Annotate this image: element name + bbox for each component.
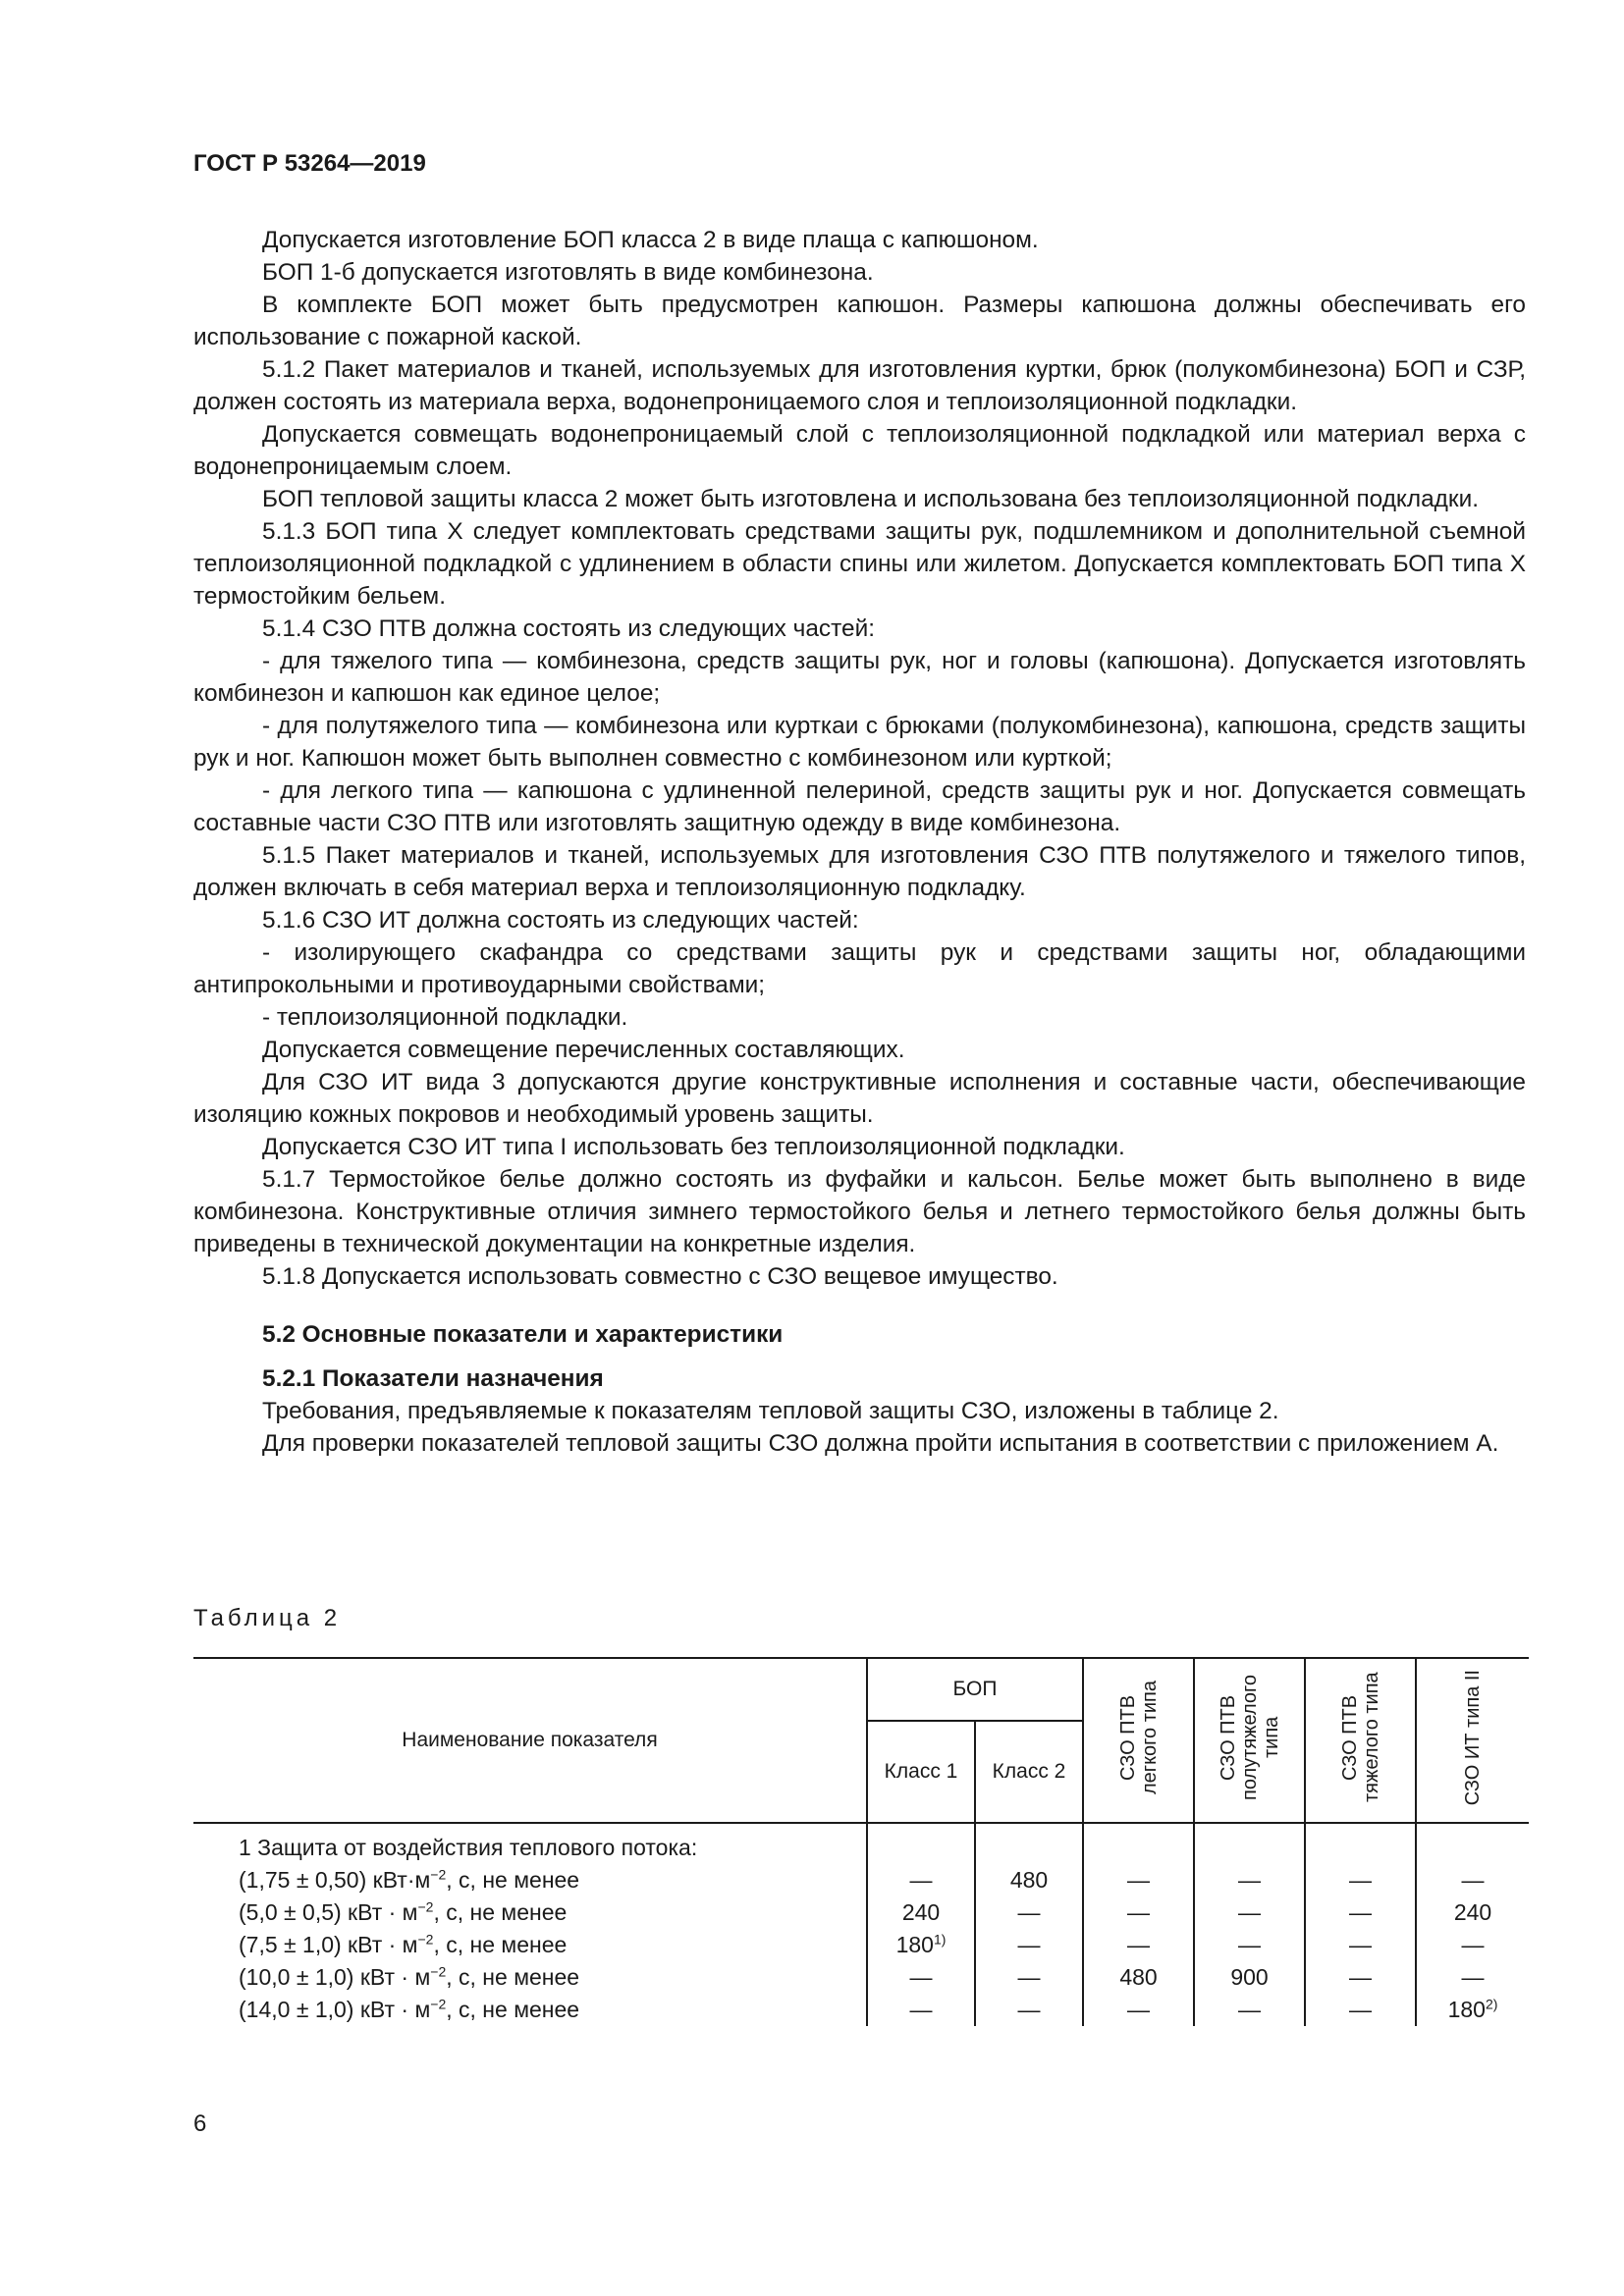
table-caption: Таблица 2 xyxy=(193,1605,342,1631)
paragraph: 5.1.8 Допускается использовать совместно с СЗО вещевое имущество. xyxy=(262,1263,1058,1290)
paragraph: Допускается совмещение перечисленных составляющих. xyxy=(262,1037,905,1063)
value-cell: — xyxy=(1127,1997,1151,2022)
value-cell: — xyxy=(1349,1932,1373,1957)
header-name: Наименование показателя xyxy=(193,1658,867,1823)
paragraph: Допускается изготовление БОП класса 2 в виде плаща с капюшоном. xyxy=(262,227,1039,253)
header-label: СЗО ПТВ легкого типа xyxy=(1116,1681,1161,1795)
row-title: 1 Защита от воздействия теплового потока: xyxy=(239,1835,698,1860)
thermal-protection-table xyxy=(193,1657,1529,2026)
value-cell: — xyxy=(1127,1867,1151,1893)
paragraph: 5.1.7 Термостойкое белье должно состоять из фуфайки и кальсон. Белье может быть выполнено в виде комбинезона. Конструктивные отличия зимнего термостойкого белья и летнего термостойкого белья должны быть приведены в технической документации на конкретные изделия. xyxy=(193,1166,1526,1257)
value-cell: — xyxy=(1017,1997,1041,2022)
paragraph: 5.1.3 БОП типа Х следует комплектовать средствами защиты рук, подшлемником и дополнительной съемной теплоизоляционной подкладкой с удлинением в области спины или жилетом. Допускается комплектовать БОП типа Х термостойким бельем. xyxy=(193,518,1526,610)
paragraph: Допускается СЗО ИТ типа I использовать без теплоизоляционной подкладки. xyxy=(262,1134,1125,1160)
header-szo-ptv-semiheavy xyxy=(1194,1658,1305,1823)
paragraph: Для СЗО ИТ вида 3 допускаются другие конструктивные исполнения и составные части, обеспечивающие изоляцию кожных покровов и необходимый уровень защиты. xyxy=(193,1069,1526,1128)
value-cell: — xyxy=(1349,1867,1373,1893)
paragraph: - для тяжелого типа — комбинезона, средств защиты рук, ног и головы (капюшона). Допускается изготовлять комбинезон и капюшон как единое целое; xyxy=(193,648,1526,707)
value-cell: — xyxy=(1349,1899,1373,1925)
paragraph: - теплоизоляционной подкладки. xyxy=(262,1004,628,1031)
value-cell: — xyxy=(1127,1899,1151,1925)
row-label: (10,0 ± 1,0) кВт · $м^{-2}$, с, не менее xyxy=(239,1963,580,1990)
value-cell: 480 xyxy=(1009,1867,1049,1893)
header-szo-it xyxy=(1416,1658,1529,1823)
value-cell: — xyxy=(1349,1997,1373,2022)
row-label: (14,0 ± 1,0) кВт · $м^{-2}$, с, не менее xyxy=(239,1996,580,2022)
column-ptv-light xyxy=(1083,1823,1194,2026)
document-body xyxy=(193,224,1526,1460)
table-container xyxy=(193,1657,1529,2069)
row-label: (1,75 ± 0,50) $кВт\cdot м^{-2}$, с, не менее xyxy=(239,1866,580,1893)
subsection-heading: 5.2.1 Показатели назначения xyxy=(262,1365,604,1392)
value-cell: — xyxy=(909,1997,933,2022)
header-class1: Класс 1 xyxy=(867,1721,975,1824)
value-cell: 240 xyxy=(901,1899,941,1925)
paragraph: 5.1.5 Пакет материалов и тканей, используемых для изготовления СЗО ПТВ полутяжелого и тяжелого типов, должен включать в себя материал верха и теплоизоляционную подкладку. xyxy=(193,842,1526,901)
section-heading: 5.2 Основные показатели и характеристики xyxy=(262,1321,784,1348)
paragraph: В комплекте БОП может быть предусмотрен капюшон. Размеры капюшона должны обеспечивать его использование с пожарной каской. xyxy=(193,292,1526,350)
value-cell: 240 xyxy=(1453,1899,1492,1925)
paragraph: Допускается совмещать водонепроницаемый слой с теплоизоляционной подкладкой или материал верха с водонепроницаемым слоем. xyxy=(193,421,1526,480)
value-cell: 180$^{1)}$ xyxy=(895,1931,947,1957)
value-cell: 480 xyxy=(1119,1964,1158,1990)
column-ptv-semiheavy xyxy=(1194,1823,1305,2026)
value-cell: — xyxy=(1127,1932,1151,1957)
document-code: ГОСТ Р 53264—2019 xyxy=(193,150,426,177)
header-label: СЗО ПТВ тяжелого типа xyxy=(1338,1672,1382,1803)
value-cell: — xyxy=(1238,1867,1262,1893)
value-cell: — xyxy=(1461,1932,1485,1957)
paragraph: - для полутяжелого типа — комбинезона или курткаи с брюками (полукомбинезона), капюшона, средств защиты рук и ног. Капюшон может быть выполнен совместно с комбинезоном или курткой; xyxy=(193,713,1526,772)
paragraph: Для проверки показателей тепловой защиты СЗО должна пройти испытания в соответствии с приложением А. xyxy=(262,1430,1499,1457)
value-cell: — xyxy=(1238,1899,1262,1925)
paragraph: 5.1.4 СЗО ПТВ должна состоять из следующих частей: xyxy=(262,615,875,642)
paragraph: 5.1.2 Пакет материалов и тканей, используемых для изготовления куртки, брюк (полукомбинезона) БОП и СЗР, должен состоять из материала верха, водонепроницаемого слоя и теплоизоляционной подкладки. xyxy=(193,356,1526,415)
value-cell: 180$^{2)}$ xyxy=(1447,1996,1498,2022)
header-szo-ptv-light xyxy=(1083,1658,1194,1823)
page-number: 6 xyxy=(193,2110,207,2137)
header-szo-ptv-heavy xyxy=(1305,1658,1416,1823)
paragraph: - для легкого типа — капюшона с удлиненной пелериной, средств защиты рук и ног. Допускается совмещать составные части СЗО ПТВ или изготовлять защитную одежду в виде комбинезона. xyxy=(193,777,1526,836)
header-label: СЗО ИТ типа II xyxy=(1462,1669,1485,1806)
column-ptv-heavy xyxy=(1305,1823,1416,2026)
header-label: СЗО ПТВ полутяжелого типа xyxy=(1217,1675,1282,1801)
value-cell: — xyxy=(1238,1932,1262,1957)
header-bop: БОП xyxy=(867,1658,1083,1721)
paragraph: БОП 1-б допускается изготовлять в виде комбинезона. xyxy=(262,259,874,286)
column-it xyxy=(1416,1823,1529,2026)
value-cell: — xyxy=(1017,1932,1041,1957)
column-class1 xyxy=(867,1823,975,2026)
value-cell: — xyxy=(1461,1964,1485,1990)
row-label: (7,5 ± 1,0) кВт · $м^{-2}$, с, не менее xyxy=(239,1931,568,1957)
value-cell: — xyxy=(1017,1964,1041,1990)
table-row xyxy=(193,1823,1529,2026)
value-cell: — xyxy=(909,1964,933,1990)
row-label: (5,0 ± 0,5) кВт · $м^{-2}$, с, не менее xyxy=(239,1898,568,1925)
value-cell: 900 xyxy=(1230,1964,1269,1990)
value-cell: — xyxy=(1349,1964,1373,1990)
paragraph: 5.1.6 СЗО ИТ должна состоять из следующих частей: xyxy=(262,907,859,934)
value-cell: — xyxy=(1017,1899,1041,1925)
value-cell: — xyxy=(1238,1997,1262,2022)
header-class2: Класс 2 xyxy=(975,1721,1083,1824)
paragraph: - изолирующего скафандра со средствами защиты рук и средствами защиты ног, обладающими антипрокольными и противоударными свойствами; xyxy=(193,939,1526,998)
value-cell: — xyxy=(909,1867,933,1893)
column-class2 xyxy=(975,1823,1083,2026)
paragraph: Требования, предъявляемые к показателям тепловой защиты СЗО, изложены в таблице 2. xyxy=(262,1398,1279,1424)
paragraph: БОП тепловой защиты класса 2 может быть изготовлена и использована без теплоизоляционной подкладки. xyxy=(262,486,1479,512)
value-cell: — xyxy=(1461,1867,1485,1893)
